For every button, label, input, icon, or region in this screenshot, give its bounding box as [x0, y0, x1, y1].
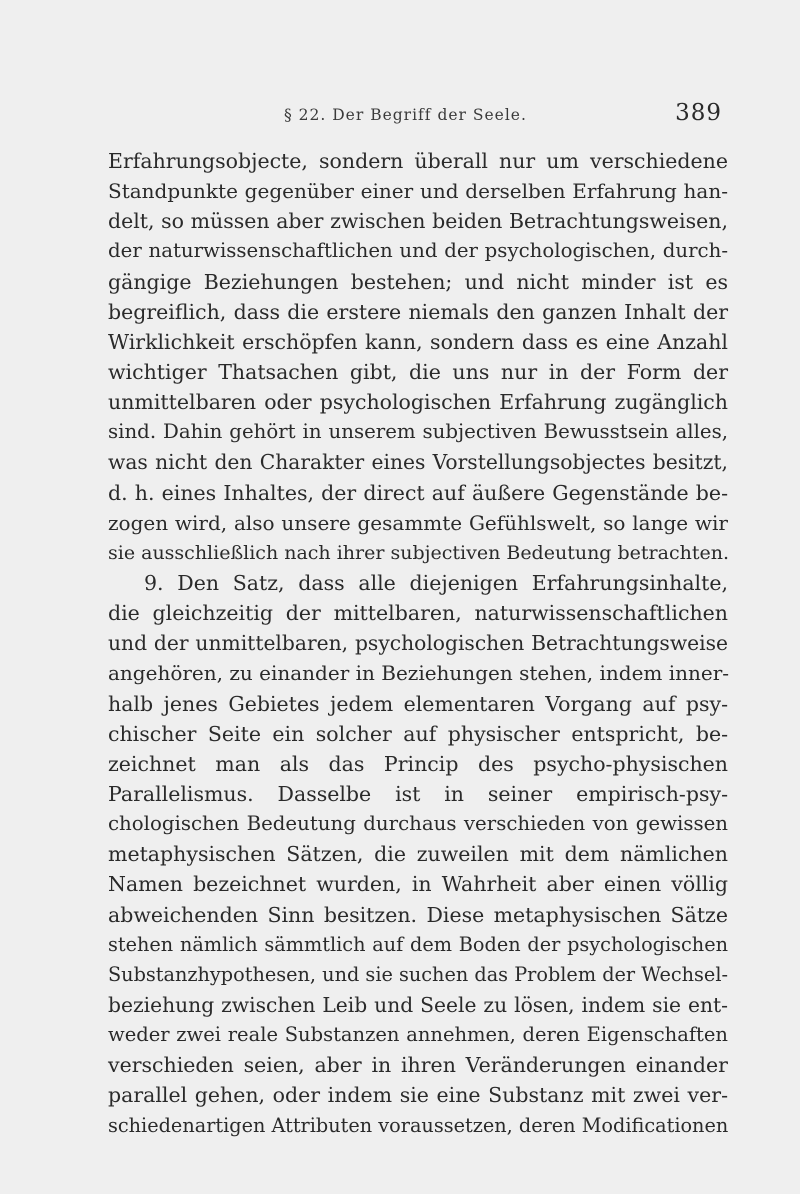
text-line: d. h. eines Inhaltes, der direct auf äußere Gegenstände be- [108, 480, 728, 505]
paragraph-start-line: 9. Den Satz, dass alle diejenigen Erfahrungsinhalte, [144, 570, 728, 595]
running-title: § 22. Der Begriff der Seele. [284, 106, 527, 124]
text-line: sind. Dahin gehört in unserem subjectiven Bewusstsein alles, [108, 420, 728, 444]
text-line: zogen wird, also unsere gesammte Gefühlswelt, so lange wir [108, 510, 728, 535]
text-line: delt, so müssen aber zwischen beiden Betrachtungsweisen, [108, 209, 728, 234]
text-line: chologischen Bedeutung durchaus verschieden von gewissen [108, 812, 728, 836]
text-line: verschieden seien, aber in ihren Veränderungen einander [108, 1053, 728, 1078]
text-line: begreiflich, dass die erstere niemals den ganzen Inhalt der [108, 299, 728, 324]
text-line: Substanzhypothesen, und sie suchen das Problem der Wechsel- [108, 962, 728, 986]
text-line: Wirklichkeit erschöpfen kann, sondern dass es eine Anzahl [108, 329, 728, 354]
text-line: parallel gehen, oder indem sie eine Substanz mit zwei ver- [108, 1083, 728, 1108]
body-text [108, 146, 728, 1141]
text-line: abweichenden Sinn besitzen. Diese metaphysischen Sätze [108, 902, 728, 927]
text-line: beziehung zwischen Leib und Seele zu lösen, indem sie ent- [108, 992, 728, 1017]
text-line: Namen bezeichnet wurden, in Wahrheit aber einen völlig [108, 872, 728, 897]
text-line: die gleichzeitig der mittelbaren, naturwissenschaftlichen [108, 601, 728, 626]
text-line: weder zwei reale Substanzen annehmen, deren Eigenschaften [108, 1023, 728, 1047]
text-line: Standpunkte gegenüber einer und derselben Erfahrung han- [108, 179, 728, 204]
text-line: wichtiger Thatsachen gibt, die uns nur in der Form der [108, 359, 728, 384]
text-line: Parallelismus. Dasselbe ist in seiner empirisch-psy- [108, 781, 728, 806]
text-line: sie ausschließlich nach ihrer subjectiven Bedeutung betrachten. [108, 541, 729, 564]
text-line: schiedenartigen Attributen voraussetzen, deren Modificationen [108, 1113, 729, 1137]
text-line: chischer Seite ein solcher auf physischer entspricht, be- [108, 721, 728, 746]
text-line: angehören, zu einander in Beziehungen stehen, indem inner- [108, 661, 730, 686]
text-line: was nicht den Charakter eines Vorstellungsobjectes besitzt, [108, 450, 728, 475]
text-line: und der unmittelbaren, psychologischen Betrachtungsweise [108, 631, 728, 656]
text-line: zeichnet man als das Princip des psycho-physischen [108, 751, 728, 776]
running-header [108, 100, 722, 134]
page-number: 389 [675, 100, 722, 126]
text-line: metaphysischen Sätzen, die zuweilen mit dem nämlichen [108, 842, 728, 867]
text-line: halb jenes Gebietes jedem elementaren Vorgang auf psy- [108, 691, 728, 716]
text-line: unmittelbaren oder psychologischen Erfahrung zugänglich [108, 390, 728, 415]
text-line: stehen nämlich sämmtlich auf dem Boden der psychologischen [108, 932, 728, 956]
text-line: Erfahrungsobjecte, sondern überall nur um verschiedene [108, 149, 728, 173]
text-line: der naturwissenschaftlichen und der psychologischen, durch- [108, 239, 728, 263]
text-line: gängige Beziehungen bestehen; und nicht minder ist es [108, 269, 728, 294]
